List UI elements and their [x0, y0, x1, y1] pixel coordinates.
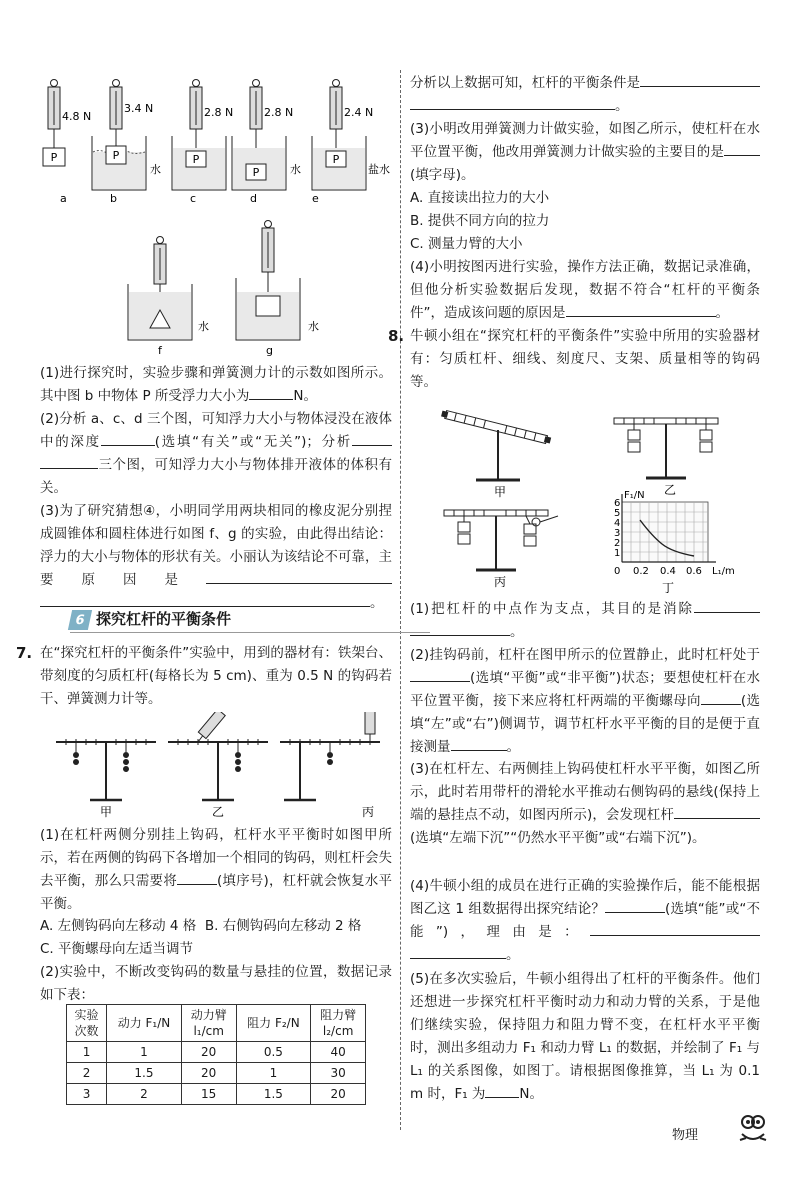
q7-part2: (2)实验中，不断改变钩码的数量与悬挂的位置，数据记录如下表：	[40, 964, 392, 1003]
ytick-1: 1	[614, 548, 621, 559]
reading-c: 2.8 N	[204, 106, 234, 119]
mascot-icon	[736, 1112, 768, 1146]
setup-e	[312, 80, 390, 191]
section-number: 6	[68, 610, 92, 630]
q8-part1: (1)把杠杆的中点作为支点，其目的是消除。	[410, 598, 760, 644]
q7-intro: 在“探究杠杆的平衡条件”实验中，用到的器材有：铁架台、带刻度的匀质杠杆(每格长为 5 cm)、重为 0.5 N 的钩码若干、弹簧测力计等。	[40, 645, 392, 707]
graph-ylabel: F₁/N	[624, 490, 645, 501]
q8-intro: 牛顿小组在“探究杠杆的平衡条件”实验中所用的实验器材有：匀质杠杆、细线、刻度尺、支架、质量相等的钩码等。	[410, 328, 760, 390]
xtick-1: 0.2	[633, 566, 649, 577]
fig-label-jia: 甲	[100, 805, 113, 818]
answer-blank[interactable]	[566, 302, 716, 317]
liquid-g: 水	[308, 320, 319, 333]
answer-blank[interactable]	[352, 431, 392, 446]
reading-a: 4.8 N	[62, 110, 92, 123]
liquid-d: 水	[290, 163, 301, 176]
block-p-d: P	[252, 166, 260, 179]
option-a[interactable]: A. 直接读出拉力的大小	[410, 190, 550, 206]
answer-blank[interactable]	[590, 921, 760, 936]
question-number: 8.	[388, 327, 405, 345]
caption-e: e	[312, 192, 319, 205]
answer-blank[interactable]	[640, 72, 760, 87]
liquid-e: 盐水	[368, 163, 390, 176]
question-number: 7.	[16, 644, 33, 662]
ytick-2: 2	[614, 538, 621, 549]
q7-part1: (1)在杠杆两侧分别挂上钩码，杠杆水平平衡时如图甲所示，若在两侧的钩码下各增加一个相同的钩码，则杠杆会失去平衡，那么只需要将 (填序号)，杠杆就会恢复水平平衡。	[40, 827, 392, 912]
liquid-f: 水	[198, 320, 209, 333]
answer-blank[interactable]	[410, 667, 470, 682]
q8-fig-jia	[440, 398, 560, 498]
q8-part5: (5)在多次实验后，牛顿小组得出了杠杆的平衡条件。他们还想进一步探究杠杆平衡时动力和动力臂的关系，于是他们继续实验，保持阻力和阻力臂不变，在杠杆水平平衡时，测出多组动力 F₁ 和动力臂 L₁ 的数据，并绘制了 F₁ 与 L₁ 的关系图像，如图丁。请根据图像推算，当 L₁ 为 0.1 m 时，F₁ 为 N。	[410, 971, 760, 1102]
table-row: 3 2 15 1.5 20	[67, 1084, 366, 1105]
answer-blank[interactable]	[40, 454, 98, 469]
caption-b: b	[110, 192, 117, 205]
q8-fig-yi	[610, 408, 730, 498]
xtick-2: 0.4	[660, 566, 676, 577]
footer-subject: 物理	[672, 1128, 699, 1143]
column-divider	[400, 70, 401, 1130]
q8-part2: (2)挂钩码前，杠杆在图甲所示的位置静止，此时杠杆处于(选填“平衡”或“非平衡”)状态；要想使杠杆在水平位置平衡，接下来应将杠杆两端的平衡螺母向 (选填“左”或“右”)侧调节，调节杠杆水平平衡的目的是便于直接测量 。	[410, 647, 760, 755]
setup-d	[232, 80, 301, 191]
ytick-5: 5	[614, 508, 621, 519]
block-p-c: P	[192, 153, 200, 166]
block-p-a: P	[50, 151, 58, 164]
caption-g: g	[266, 344, 273, 357]
answer-blank[interactable]	[451, 736, 507, 751]
table-header: 实验 次数 动力 F₁/N 动力臂 l₁/cm 阻力 F₂/N 阻力臂 l₂/cm	[67, 1005, 366, 1042]
fig-label-yi: 乙	[664, 483, 677, 497]
q8-fig-bing	[440, 500, 570, 590]
q7-options	[40, 915, 392, 961]
setup-a	[43, 80, 91, 167]
buoyancy-figure-row1	[40, 78, 392, 208]
fig-label-jia: 甲	[494, 485, 507, 498]
answer-blank[interactable]	[206, 569, 392, 584]
reading-e: 2.4 N	[344, 106, 374, 119]
setup-f	[128, 237, 209, 358]
block-p-b: P	[112, 149, 120, 162]
answer-blank[interactable]	[674, 804, 760, 819]
block-p-e: P	[332, 153, 340, 166]
fig-label-ding: 丁	[662, 581, 675, 595]
q8-fig-ding-graph	[600, 490, 740, 600]
answer-blank[interactable]	[410, 944, 506, 959]
option-c[interactable]: C. 测量力臂的大小	[410, 236, 523, 252]
answer-blank[interactable]	[605, 898, 665, 913]
buoyancy-q2: (2)分析 a、c、d 三个图，可知浮力大小与物体浸没在液体中的深度 (选填“有关”或“无关”)；分析三个图，可知浮力大小与物体排开液体的体积有关。	[40, 411, 392, 496]
ytick-3: 3	[614, 528, 621, 539]
xtick-0: 0	[614, 566, 621, 577]
answer-blank[interactable]	[485, 1083, 519, 1098]
answer-blank[interactable]	[249, 385, 293, 400]
xtick-3: 0.6	[686, 566, 702, 577]
ytick-6: 6	[614, 498, 621, 509]
caption-f: f	[158, 344, 162, 357]
answer-blank[interactable]	[410, 621, 510, 636]
graph-xlabel: L₁/m	[712, 566, 735, 577]
q8-part3: (3)在杠杆左、右两侧挂上钩码使杠杆水平平衡，如图乙所示，此时若用带杆的滑轮水平推动右侧钩码的悬线(保持上端的悬挂点不动，如图丙所示)，会发现杠杆(选填“左端下沉”“仍然水平平衡”或“右端下沉”)。	[410, 761, 760, 846]
buoyancy-figure-row2	[120, 218, 350, 358]
answer-blank[interactable]	[694, 598, 760, 613]
q7-options-3	[410, 187, 760, 256]
answer-blank[interactable]	[40, 592, 370, 607]
q7-part2-end: 分析以上数据可知，杠杆的平衡条件是。	[410, 72, 760, 118]
caption-c: c	[190, 192, 197, 205]
answer-blank[interactable]	[177, 870, 217, 885]
option-b[interactable]: B. 右侧钩码向左移动 2 格	[204, 918, 362, 934]
answer-blank[interactable]	[101, 431, 155, 446]
section-header	[70, 608, 231, 631]
lever-figure-q7	[54, 712, 394, 818]
setup-g	[236, 221, 319, 358]
option-a[interactable]: A. 左侧钩码向左移动 4 格	[40, 918, 197, 934]
table-row: 1 1 20 0.5 40	[67, 1042, 366, 1063]
table-row: 2 1.5 20 1 30	[67, 1063, 366, 1084]
ytick-4: 4	[614, 518, 621, 529]
q7-part4: (4)小明按图丙进行实验，操作方法正确，数据记录准确，但他分析实验数据后发现，数据不符合“杠杆的平衡条件”，造成该问题的原因是 。	[410, 259, 760, 321]
lever-bing	[280, 712, 380, 818]
fig-label-yi: 乙	[212, 805, 225, 818]
liquid-b: 水	[150, 163, 161, 176]
answer-blank[interactable]	[724, 141, 760, 156]
setup-b	[92, 80, 161, 191]
buoyancy-q1: (1)进行探究时，实验步骤和弹簧测力计的示数如图所示。其中图 b 中物体 P 所受浮力大小为 N。	[40, 365, 392, 404]
lever-data-table	[66, 1004, 366, 1105]
lever-yi	[168, 712, 268, 818]
fig-label-bing: 丙	[494, 575, 507, 589]
q7-part3: (3)小明改用弹簧测力计做实验，如图乙所示，使杠杆在水平位置平衡，他改用弹簧测力计做实验的主要目的是(填字母)。	[410, 121, 760, 183]
caption-d: d	[250, 192, 257, 205]
answer-blank[interactable]	[410, 95, 615, 110]
q8-part4: (4)牛顿小组的成员在进行正确的实验操作后，能不能根据图乙这 1 组数据得出探究结论？ (选填“能”或“不能”)，理由是：。	[410, 878, 761, 963]
reading-d: 2.8 N	[264, 106, 294, 119]
answer-blank[interactable]	[701, 690, 741, 705]
option-c[interactable]: C. 平衡螺母向左适当调节	[40, 941, 194, 957]
lever-jia	[56, 739, 156, 818]
fig-label-bing: 丙	[362, 805, 375, 818]
reading-b: 3.4 N	[124, 102, 154, 115]
section-title: 探究杠杆的平衡条件	[96, 610, 232, 628]
option-b[interactable]: B. 提供不同方向的拉力	[410, 213, 550, 229]
caption-a: a	[60, 192, 67, 205]
buoyancy-q3: (3)为了研究猜想④，小明同学用两块相同的橡皮泥分别捏成圆锥体和圆柱体进行如图 f、g 的实验，由此得出结论：浮力的大小与物体的形状有关。小丽认为该结论不可靠，主要原因是。	[40, 503, 392, 611]
setup-c	[172, 80, 233, 191]
